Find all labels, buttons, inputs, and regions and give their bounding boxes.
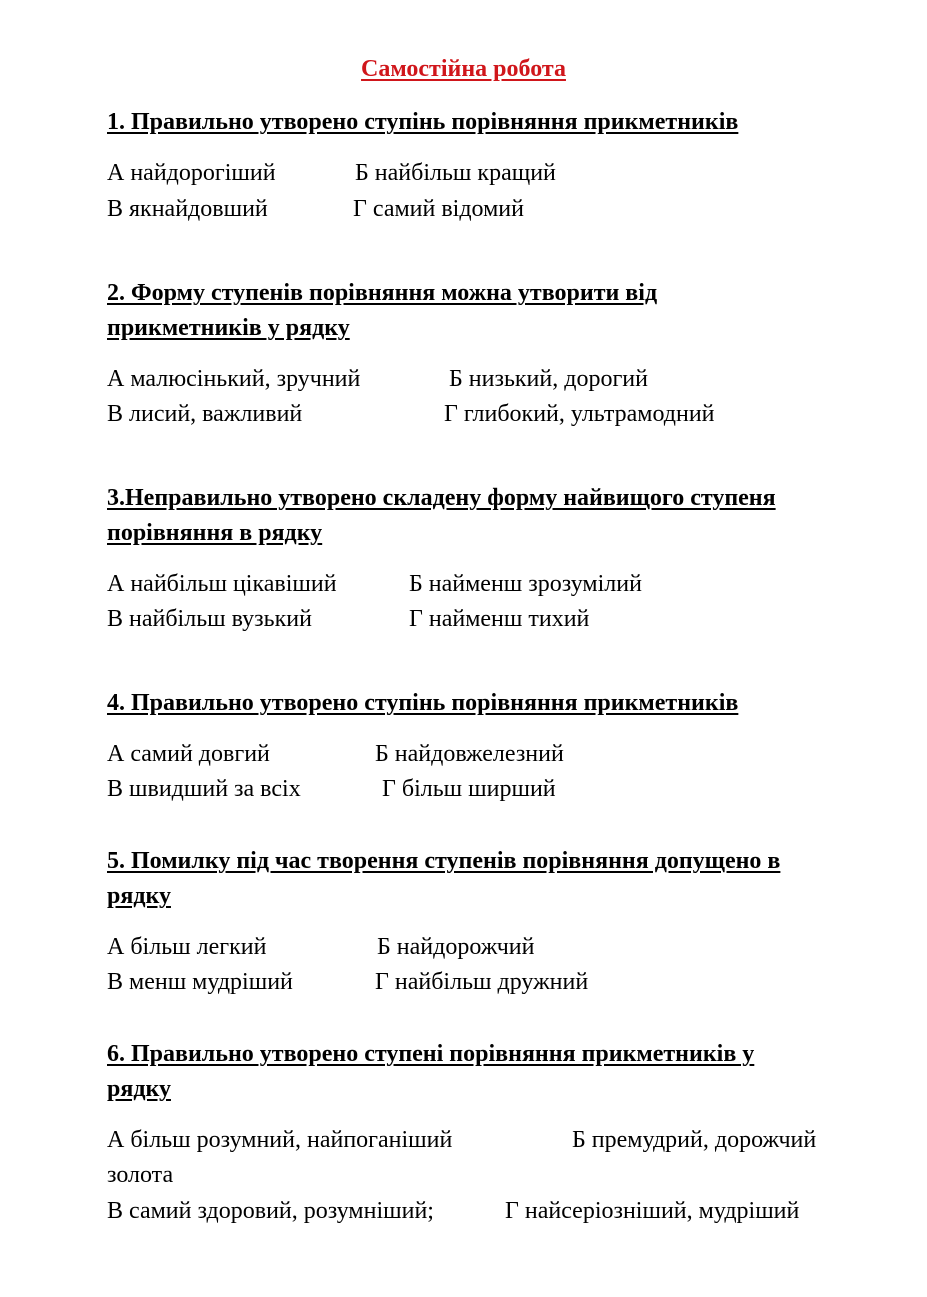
question-6-option-a: А більш розумний, найпоганіший <box>107 1127 453 1153</box>
question-6-option-b-continuation: золота <box>107 1162 174 1188</box>
question-5-option-b: Б найдорожчий <box>377 934 535 960</box>
question-2-option-b: Б низький, дорогий <box>449 366 648 392</box>
question-3-option-a: А найбільш цікавіший <box>107 571 337 597</box>
question-1-option-b: Б найбільш кращий <box>355 160 556 186</box>
question-4-option-v: В швидший за всіх <box>107 776 301 802</box>
question-6-option-g: Г найсеріозніший, мудріший <box>505 1198 800 1224</box>
question-5-option-g: Г найбільш дружний <box>375 969 589 995</box>
question-3-text-line-2: порівняння в рядку <box>107 520 323 546</box>
question-2-option-v: В лисий, важливий <box>107 401 303 427</box>
question-1-text: 1. Правильно утворено ступінь порівняння прикметників <box>107 109 739 135</box>
question-6-text-line-1: 6. Правильно утворено ступені порівняння прикметників у <box>107 1041 755 1067</box>
question-1-option-g: Г самий відомий <box>353 196 524 222</box>
question-2-text-line-2: прикметників у рядку <box>107 315 350 341</box>
question-6-option-b: Б премудрий, дорожчий <box>572 1127 817 1153</box>
page-title-text: Самостійна робота <box>361 56 566 82</box>
question-2-option-a: А малюсінький, зручний <box>107 366 361 392</box>
question-6-option-v: В самий здоровий, розумніший; <box>107 1198 434 1224</box>
question-5-text-line-1: 5. Помилку під час творення ступенів порівняння допущено в <box>107 848 781 874</box>
question-4-option-b: Б найдовжелезний <box>375 741 564 767</box>
question-5-option-v: В менш мудріший <box>107 969 293 995</box>
question-3-option-v: В найбільш вузький <box>107 606 312 632</box>
question-1-option-v: В якнайдовший <box>107 196 268 222</box>
question-4-option-a: А самий довгий <box>107 741 270 767</box>
question-3-text-line-1: 3.Неправильно утворено складену форму найвищого ступеня <box>107 485 776 511</box>
question-4-text: 4. Правильно утворено ступінь порівняння прикметників <box>107 690 739 716</box>
question-4-option-g: Г більш ширший <box>382 776 556 802</box>
page-title <box>0 54 927 84</box>
question-2-text-line-1: 2. Форму ступенів порівняння можна утворити від <box>107 280 658 306</box>
question-3-option-g: Г найменш тихий <box>409 606 590 632</box>
question-3-option-b: Б найменш зрозумілий <box>409 571 642 597</box>
question-5-option-a: А більш легкий <box>107 934 267 960</box>
question-1-option-a: А найдорогіший <box>107 160 276 186</box>
question-2-option-g: Г глибокий, ультрамодний <box>444 401 715 427</box>
question-6-text-line-2: рядку <box>107 1076 171 1102</box>
question-5-text-line-2: рядку <box>107 883 171 909</box>
